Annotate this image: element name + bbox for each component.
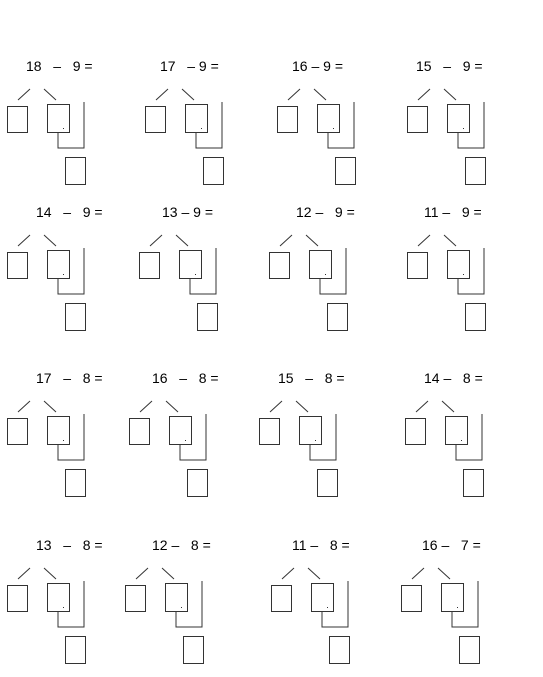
split-line-right	[44, 235, 56, 246]
mark-dot	[325, 274, 326, 275]
answer-box-right[interactable]	[317, 104, 340, 133]
split-line-left	[270, 401, 282, 412]
mark-dot	[195, 274, 196, 275]
answer-box-left[interactable]	[271, 585, 292, 612]
answer-box-left[interactable]	[407, 252, 428, 279]
equation-text: 16 – 8 =	[152, 370, 219, 386]
equation-text: 12 – 8 =	[152, 537, 211, 553]
split-line-left	[18, 89, 30, 100]
answer-box-result[interactable]	[317, 469, 338, 497]
answer-box-left[interactable]	[405, 418, 426, 445]
mark-dot	[461, 440, 462, 441]
problem-4-3	[270, 537, 400, 677]
mark-dot	[63, 440, 64, 441]
split-line-left	[412, 568, 424, 579]
answer-box-result[interactable]	[197, 303, 218, 331]
answer-box-right[interactable]	[299, 416, 322, 445]
mark-dot	[181, 607, 182, 608]
answer-box-left[interactable]	[129, 418, 150, 445]
equation-text: 14 – 9 =	[36, 204, 103, 220]
problem-1-2	[144, 58, 274, 198]
answer-box-result[interactable]	[459, 636, 480, 664]
split-line-right	[176, 235, 188, 246]
problem-1-1	[6, 58, 136, 198]
split-line-right	[444, 235, 456, 246]
split-line-right	[314, 89, 326, 100]
answer-box-right[interactable]	[447, 250, 470, 279]
split-line-left	[140, 401, 152, 412]
split-line-right	[44, 568, 56, 579]
split-line-left	[136, 568, 148, 579]
mark-dot	[315, 440, 316, 441]
answer-box-result[interactable]	[65, 157, 86, 185]
split-line-left	[416, 401, 428, 412]
problem-2-1	[6, 204, 136, 344]
answer-box-result[interactable]	[335, 157, 356, 185]
equation-text: 13 – 9 =	[162, 204, 213, 220]
split-line-right	[162, 568, 174, 579]
answer-box-result[interactable]	[465, 157, 486, 185]
mark-dot	[63, 607, 64, 608]
answer-box-result[interactable]	[65, 636, 86, 664]
answer-box-left[interactable]	[139, 252, 160, 279]
mark-dot	[63, 274, 64, 275]
split-line-right	[296, 401, 308, 412]
equation-text: 17 – 9 =	[160, 58, 219, 74]
answer-box-result[interactable]	[187, 469, 208, 497]
answer-box-right[interactable]	[47, 416, 70, 445]
answer-box-left[interactable]	[407, 106, 428, 133]
mark-dot	[63, 128, 64, 129]
equation-text: 14 – 8 =	[424, 370, 483, 386]
answer-box-left[interactable]	[7, 106, 28, 133]
problem-4-1	[6, 537, 136, 677]
answer-box-result[interactable]	[463, 469, 484, 497]
problem-3-1	[6, 370, 136, 510]
problem-2-2	[138, 204, 268, 344]
equation-text: 18 – 9 =	[26, 58, 93, 74]
problem-3-3	[258, 370, 388, 510]
answer-box-left[interactable]	[277, 106, 298, 133]
answer-box-result[interactable]	[329, 636, 350, 664]
split-line-left	[150, 235, 162, 246]
equation-text: 15 – 8 =	[278, 370, 345, 386]
split-line-right	[166, 401, 178, 412]
answer-box-left[interactable]	[401, 585, 422, 612]
mark-dot	[463, 274, 464, 275]
problem-2-4	[406, 204, 536, 344]
answer-box-right[interactable]	[447, 104, 470, 133]
problem-4-4	[400, 537, 530, 677]
mark-dot	[463, 128, 464, 129]
answer-box-right[interactable]	[185, 104, 208, 133]
split-line-left	[18, 568, 30, 579]
mark-dot	[201, 128, 202, 129]
answer-box-result[interactable]	[203, 157, 224, 185]
split-line-left	[418, 89, 430, 100]
answer-box-right[interactable]	[309, 250, 332, 279]
problem-3-2	[128, 370, 258, 510]
split-line-right	[444, 89, 456, 100]
equation-text: 13 – 8 =	[36, 537, 103, 553]
mark-dot	[185, 440, 186, 441]
split-line-right	[442, 401, 454, 412]
answer-box-left[interactable]	[269, 252, 290, 279]
split-line-right	[44, 89, 56, 100]
answer-box-left[interactable]	[125, 585, 146, 612]
problem-3-4	[404, 370, 534, 510]
answer-box-result[interactable]	[65, 469, 86, 497]
equation-text: 12 – 9 =	[296, 204, 355, 220]
equation-text: 11 – 8 =	[292, 537, 350, 553]
equation-text: 17 – 8 =	[36, 370, 103, 386]
answer-box-left[interactable]	[145, 106, 166, 133]
split-line-right	[182, 89, 194, 100]
answer-box-right[interactable]	[179, 250, 202, 279]
answer-box-right[interactable]	[47, 104, 70, 133]
answer-box-right[interactable]	[165, 583, 188, 612]
problem-4-2	[124, 537, 254, 677]
answer-box-result[interactable]	[327, 303, 348, 331]
mark-dot	[333, 128, 334, 129]
answer-box-result[interactable]	[465, 303, 486, 331]
split-line-right	[308, 568, 320, 579]
split-line-right	[438, 568, 450, 579]
answer-box-left[interactable]	[7, 585, 28, 612]
answer-box-left[interactable]	[7, 418, 28, 445]
split-line-right	[306, 235, 318, 246]
answer-box-right[interactable]	[311, 583, 334, 612]
answer-box-right[interactable]	[441, 583, 464, 612]
split-line-left	[280, 235, 292, 246]
answer-box-left[interactable]	[7, 252, 28, 279]
split-line-left	[18, 235, 30, 246]
problem-1-3	[276, 58, 406, 198]
answer-box-right[interactable]	[47, 250, 70, 279]
equation-text: 15 – 9 =	[416, 58, 483, 74]
problem-1-4	[406, 58, 536, 198]
split-line-right	[44, 401, 56, 412]
answer-box-right[interactable]	[169, 416, 192, 445]
answer-box-right[interactable]	[445, 416, 468, 445]
mark-dot	[457, 607, 458, 608]
split-line-left	[156, 89, 168, 100]
split-line-left	[418, 235, 430, 246]
answer-box-left[interactable]	[259, 418, 280, 445]
split-line-left	[282, 568, 294, 579]
problem-2-3	[268, 204, 398, 344]
equation-text: 16 – 9 =	[292, 58, 343, 74]
answer-box-result[interactable]	[65, 303, 86, 331]
answer-box-right[interactable]	[47, 583, 70, 612]
split-line-left	[18, 401, 30, 412]
split-line-left	[288, 89, 300, 100]
equation-text: 16 – 7 =	[422, 537, 481, 553]
answer-box-result[interactable]	[183, 636, 204, 664]
mark-dot	[327, 607, 328, 608]
equation-text: 11 – 9 =	[424, 204, 482, 220]
